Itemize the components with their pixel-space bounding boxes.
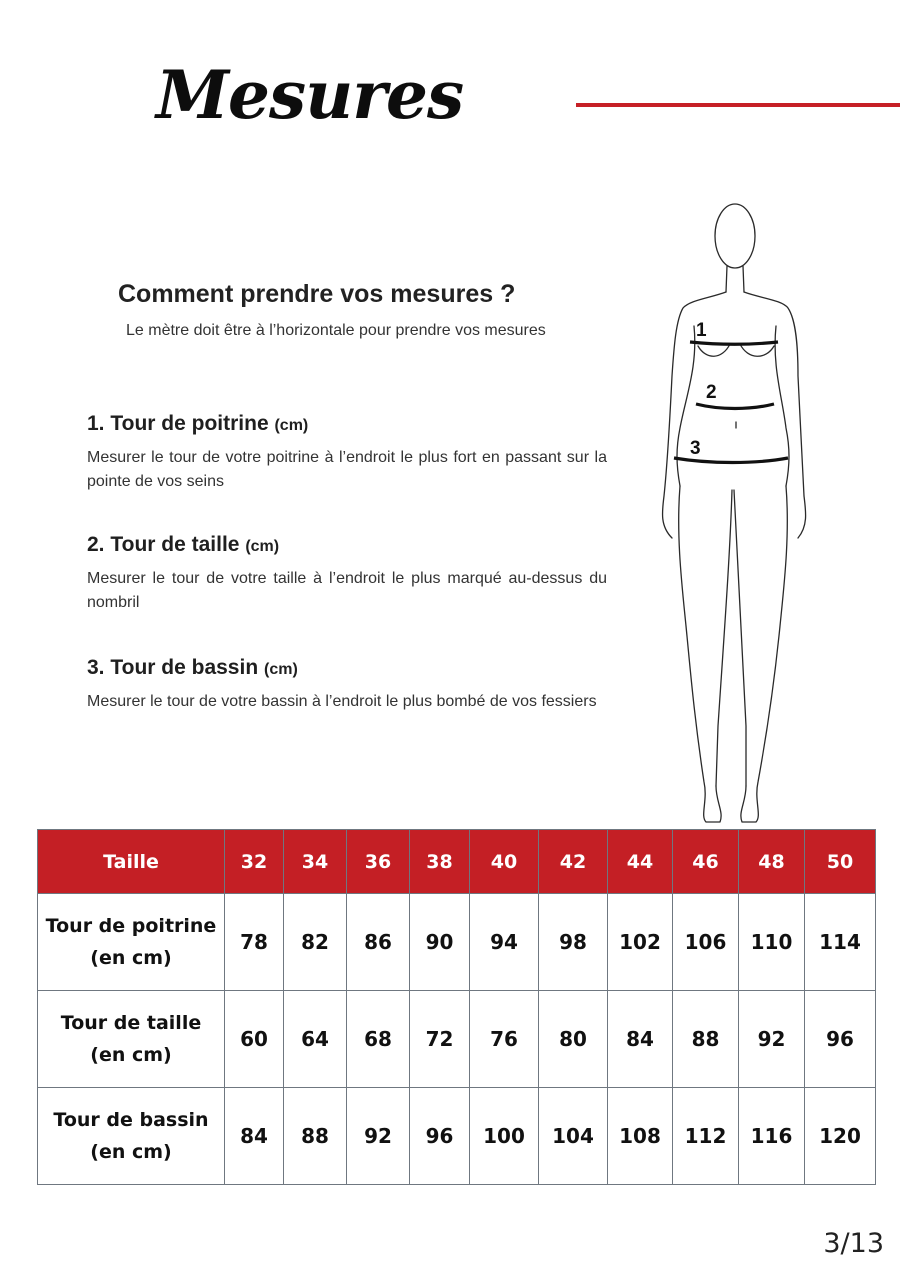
section-hips (87, 656, 607, 714)
table-cell: 100 (470, 1088, 539, 1185)
table-cell: 96 (410, 1088, 470, 1185)
table-header-row (38, 830, 876, 894)
table-cell: 68 (347, 991, 410, 1088)
header-cell-size: 50 (805, 830, 876, 894)
row-label (38, 1088, 225, 1185)
row-label (38, 894, 225, 991)
section-title-text: 3. Tour de bassin (87, 656, 259, 679)
table-cell: 82 (284, 894, 347, 991)
table-cell: 60 (225, 991, 284, 1088)
table-cell: 104 (539, 1088, 608, 1185)
section-title (87, 656, 607, 680)
table-cell: 120 (805, 1088, 876, 1185)
page-number: 3/13 (823, 1228, 884, 1259)
table-cell: 90 (410, 894, 470, 991)
table-row (38, 1088, 876, 1185)
table-cell: 84 (225, 1088, 284, 1185)
section-waist (87, 533, 607, 615)
row-label-line1: Tour de taille (60, 1012, 202, 1034)
header-cell-size: 44 (608, 830, 673, 894)
header-cell-label: Taille (38, 830, 225, 894)
title-rule (576, 103, 900, 107)
table-cell: 94 (470, 894, 539, 991)
table-cell: 110 (739, 894, 805, 991)
section-unit: (cm) (245, 538, 280, 555)
table-cell: 64 (284, 991, 347, 1088)
table-cell: 102 (608, 894, 673, 991)
header-cell-size: 36 (347, 830, 410, 894)
table-cell: 98 (539, 894, 608, 991)
section-title-text: 2. Tour de taille (87, 533, 240, 556)
row-label-line2: (en cm) (90, 1141, 172, 1163)
table-cell: 72 (410, 991, 470, 1088)
header-cell-size: 42 (539, 830, 608, 894)
section-title (87, 412, 607, 436)
table-cell: 88 (284, 1088, 347, 1185)
table-cell: 92 (739, 991, 805, 1088)
figure-marker-1: 1 (696, 320, 707, 341)
section-unit: (cm) (264, 661, 298, 678)
header-cell-size: 40 (470, 830, 539, 894)
section-title-text: 1. Tour de poitrine (87, 412, 269, 435)
section-title (87, 533, 607, 557)
body-silhouette-icon (650, 196, 810, 828)
table-cell: 106 (673, 894, 739, 991)
row-label-line2: (en cm) (90, 1044, 172, 1066)
table-row (38, 894, 876, 991)
table-cell: 80 (539, 991, 608, 1088)
page-title: Mesures (156, 56, 464, 134)
section-unit: (cm) (274, 417, 309, 434)
table-cell: 108 (608, 1088, 673, 1185)
table-cell: 88 (673, 991, 739, 1088)
header-cell-size: 32 (225, 830, 284, 894)
header-cell-size: 38 (410, 830, 470, 894)
header-cell-size: 46 (673, 830, 739, 894)
row-label (38, 991, 225, 1088)
table-cell: 86 (347, 894, 410, 991)
section-chest (87, 412, 607, 494)
section-text: Mesurer le tour de votre taille à l’endroit le plus marqué au-dessus du nombril (87, 570, 607, 611)
table-cell: 112 (673, 1088, 739, 1185)
section-text: Mesurer le tour de votre poitrine à l’endroit le plus fort en passant sur la pointe de vos seins (87, 449, 607, 490)
howto-subtitle: Le mètre doit être à l’horizontale pour prendre vos mesures (126, 322, 546, 339)
header-cell-size: 34 (284, 830, 347, 894)
howto-heading: Comment prendre vos mesures ? (118, 280, 516, 308)
table-cell: 92 (347, 1088, 410, 1185)
size-table (37, 829, 876, 1185)
figure-marker-3: 3 (690, 438, 701, 459)
table-cell: 116 (739, 1088, 805, 1185)
table-cell: 114 (805, 894, 876, 991)
table-cell: 76 (470, 991, 539, 1088)
header-cell-size: 48 (739, 830, 805, 894)
table-row (38, 991, 876, 1088)
table-cell: 78 (225, 894, 284, 991)
row-label-line2: (en cm) (90, 947, 172, 969)
figure-marker-2: 2 (706, 382, 717, 403)
row-label-line1: Tour de bassin (53, 1109, 209, 1131)
section-text: Mesurer le tour de votre bassin à l’endroit le plus bombé de vos fessiers (87, 693, 597, 710)
table-cell: 84 (608, 991, 673, 1088)
row-label-line1: Tour de poitrine (45, 915, 217, 937)
table-cell: 96 (805, 991, 876, 1088)
